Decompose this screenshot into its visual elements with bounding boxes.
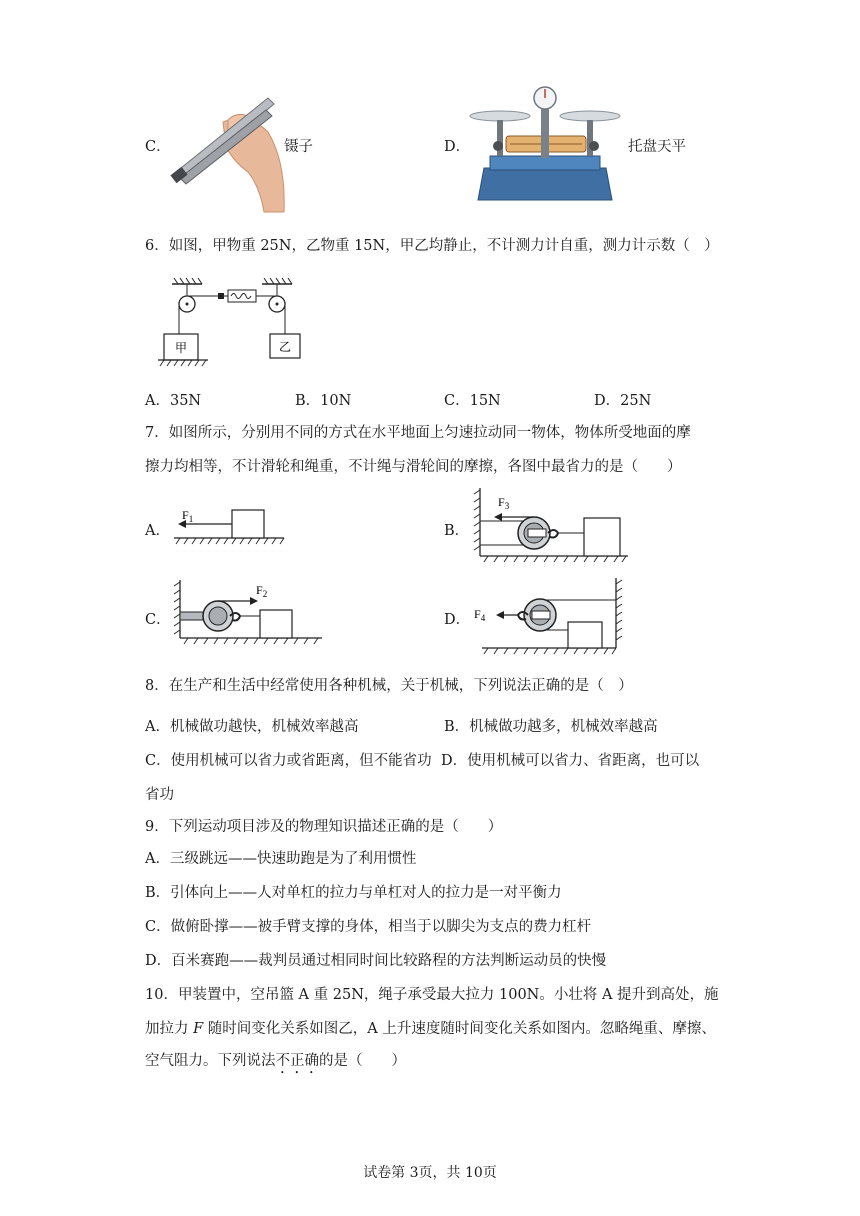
q7-force-f2-base: F xyxy=(256,583,263,597)
block-jia-label: 甲 xyxy=(174,341,188,355)
q5-option-d-label: 托盘天平 xyxy=(628,139,686,155)
q10-emphasis-not-correct: 不正确 xyxy=(275,1053,319,1069)
q7-fig-c-letter: C． xyxy=(145,612,171,628)
q7-force-f3-base: F xyxy=(498,495,505,509)
svg-text:F3 xyxy=(498,495,510,511)
q7-figure-a xyxy=(172,502,287,548)
q9-option-a: A．三级跳远——快速助跑是为了利用惯性 xyxy=(145,851,417,867)
q8-option-b: B．机械做功越多，机械效率越高 xyxy=(444,719,658,735)
q7-fig-d-letter: D． xyxy=(444,612,471,628)
q10-stem-line2 xyxy=(145,1019,716,1039)
q6-option-a: A．35N xyxy=(145,393,202,409)
q6-stem: 6．如图，甲物重 25N，乙物重 15N，甲乙均静止，不计测力计自重，测力计示数（ ） xyxy=(145,238,719,254)
q7-force-f3-sub: 3 xyxy=(504,501,510,511)
q7-fig-a-letter: A． xyxy=(145,523,170,539)
q7-force-f4-sub: 4 xyxy=(480,613,486,623)
block-yi-label: 乙 xyxy=(278,340,292,354)
q5-option-c-letter: C． xyxy=(145,139,171,155)
q7-force-f4-base: F xyxy=(474,607,481,621)
q5-option-c-label: 镊子 xyxy=(284,139,313,155)
q6-option-b: B．10N xyxy=(295,393,352,409)
q7-figure-d xyxy=(472,578,632,660)
q8-option-d-line1: D．使用机械可以省力、省距离，也可以 xyxy=(441,753,700,769)
q10-line3-post: 的是（ ） xyxy=(319,1053,406,1069)
q6-option-d: D．25N xyxy=(594,393,652,409)
balance-scale-image xyxy=(470,86,620,204)
svg-text:F2 xyxy=(256,583,267,599)
q8-option-a: A．机械做功越快，机械效率越高 xyxy=(145,719,359,735)
q9-stem: 9．下列运动项目涉及的物理知识描述正确的是（ ） xyxy=(145,819,503,835)
q8-stem: 8．在生产和生活中经常使用各种机械，关于机械，下列说法正确的是（ ） xyxy=(145,678,633,694)
q10-line2-pre: 加拉力 xyxy=(145,1021,194,1037)
q7-force-f1-sub: 1 xyxy=(188,514,194,524)
q7-figure-c xyxy=(172,580,324,650)
page-footer: 试卷第 3页，共 10页 xyxy=(363,1165,497,1181)
svg-text:F1 xyxy=(182,508,193,524)
q7-force-f2-sub: 2 xyxy=(262,589,268,599)
q8-option-d-line2: 省功 xyxy=(145,787,174,803)
q10-stem-line1: 10．甲装置中，空吊篮 A 重 25N，绳子承受最大拉力 100N。小壮将 A 提升到高处，施 xyxy=(145,987,719,1003)
q8-option-c: C．使用机械可以省力或省距离，但不能省功 xyxy=(145,753,432,769)
q7-stem-line1: 7．如图所示，分别用不同的方式在水平地面上匀速拉动同一物体，物体所受地面的摩 xyxy=(145,425,691,441)
q6-pulley-figure xyxy=(158,278,308,372)
tweezers-image xyxy=(168,92,288,212)
q9-option-b: B．引体向上——人对单杠的拉力与单杠对人的拉力是一对平衡力 xyxy=(145,885,562,901)
q10-force-variable: F xyxy=(193,1021,204,1037)
q7-stem-line2: 擦力均相等，不计滑轮和绳重，不计绳与滑轮间的摩擦，各图中最省力的是（ ） xyxy=(145,459,682,475)
q9-option-c: C．做俯卧撑——被手臂支撑的身体，相当于以脚尖为支点的费力杠杆 xyxy=(145,919,592,935)
q5-option-d-letter: D． xyxy=(444,139,471,155)
q7-fig-b-letter: B． xyxy=(444,523,470,539)
q10-line3-pre: 空气阻力。下列说法 xyxy=(145,1053,276,1069)
svg-text:F4 xyxy=(474,607,486,623)
q6-option-c: C．15N xyxy=(444,393,501,409)
q7-force-f1-base: F xyxy=(182,508,189,522)
q10-stem-line3 xyxy=(145,1051,406,1077)
q10-line2-post: 随时间变化关系如图乙，A 上升速度随时间变化关系如图内。忽略绳重、摩擦、 xyxy=(203,1021,716,1037)
q9-option-d: D．百米赛跑——裁判员通过相同时间比较路程的方法判断运动员的快慢 xyxy=(145,953,607,969)
q7-figure-b xyxy=(472,488,630,568)
